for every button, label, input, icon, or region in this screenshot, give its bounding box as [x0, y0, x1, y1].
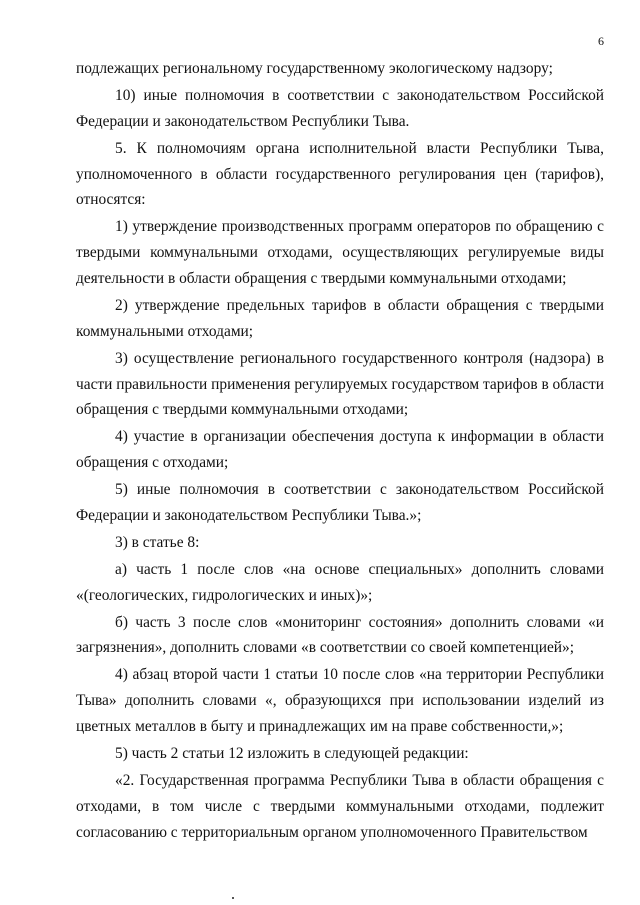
paragraph-item-5: 5) иные полномочия в соответствии с законодательством Российской Федерации и законодательством Республики Тыва.»;	[76, 481, 604, 524]
paragraph-continuation: подлежащих региональному государственному экологическому надзору;	[76, 60, 553, 77]
document-body	[76, 56, 604, 847]
paragraph-item-3: 3) осуществление регионального государственного контроля (надзора) в части правильности применения регулируемых государством тарифов в области обращения с твердыми коммунальными отходами;	[76, 349, 604, 419]
paragraph-item-b: б) часть 3 после слов «мониторинг состояния» дополнить словами «и загрязнения», дополнить словами «в соответствии со своей компетенцией»;	[76, 613, 604, 657]
paragraph-item-2: 2) утверждение предельных тарифов в области обращения с твердыми коммунальными отходами;	[76, 296, 604, 340]
paragraph-item-1: 1) утверждение производственных программ операторов по обращению с твердыми коммунальными отходами, осуществляющих регулируемые виды деятельности в области обращения с твердыми коммунальными отходами;	[76, 218, 604, 287]
page-number: 6	[598, 34, 604, 48]
paragraph-item-a: а) часть 1 после слов «на основе специальных» дополнить словами «(геологических, гидрологических и иных)»;	[76, 560, 604, 604]
paragraph-article-10: 4) абзац второй части 1 статьи 10 после слов «на территории Республики Тыва» дополнить словами «, образующихся при использовании изделий из цветных металлов в быту и принадлежащих им на праве собственности,»;	[76, 666, 604, 735]
paragraph-item-4: 4) участие в организации обеспечения доступа к информации в области обращения с отходами;	[76, 428, 604, 472]
paragraph-article-8: 3) в статье 8:	[115, 533, 200, 551]
scan-speck	[232, 897, 234, 899]
paragraph-section-5: 5. К полномочиям органа исполнительной власти Республики Тыва, уполномоченного в области государственного регулирования цен (тарифов), относятся:	[76, 139, 604, 209]
paragraph-item-10: 10) иные полномочия в соответствии с законодательством Российской Федерации и законодательством Республики Тыва.	[76, 86, 604, 130]
paragraph-article-12: 5) часть 2 статьи 12 изложить в следующей редакции:	[115, 744, 469, 762]
paragraph-quoted-part-2: «2. Государственная программа Республики Тыва в области обращения с отходами, в том числе с твердыми коммунальными отходами, подлежит согласованию с территориальным органом уполномоченного Правительством	[76, 771, 604, 841]
